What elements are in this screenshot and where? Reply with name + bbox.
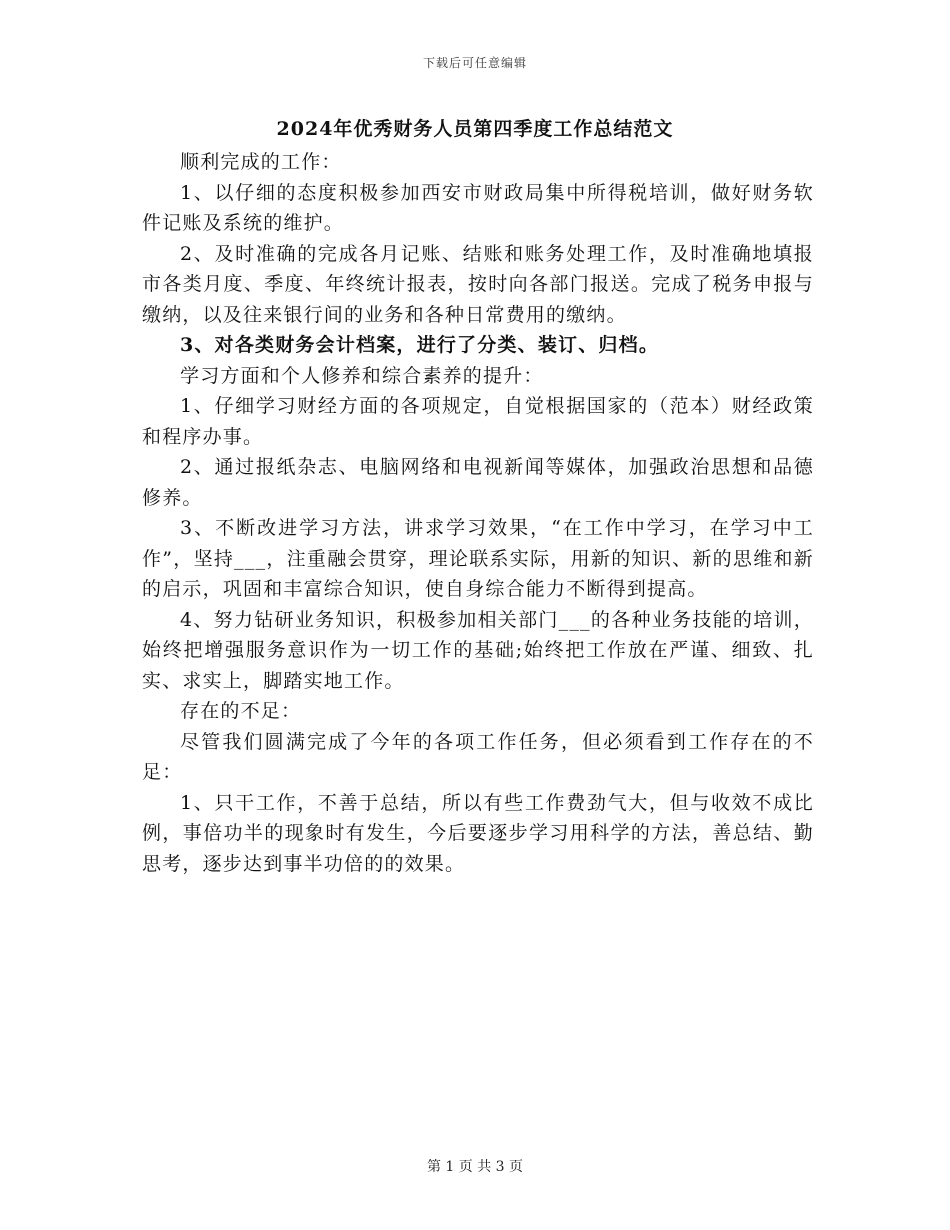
- paragraph-item: 1、只干工作，不善于总结，所以有些工作费劲气大，但与收效不成比例，事倍功半的现象时有发生，今后要逐步学习用科学的方法，善总结、勤思考，逐步达到事半功倍的的效果。: [142, 791, 814, 875]
- paragraph-item: 4、努力钻研业务知识，积极参加相关部门___的各种业务技能的培训，始终把增强服务意识作为一切工作的基础;始终把工作放在严谨、细致、扎实、求实上，脚踏实地工作。: [142, 608, 814, 692]
- section-heading-learning: 学习方面和个人修养和综合素养的提升：: [180, 364, 544, 387]
- paragraph-item: 1、以仔细的态度积极参加西安市财政局集中所得税培训，做好财务软件记账及系统的维护。: [142, 181, 814, 234]
- paragraph-item: 1、仔细学习财经方面的各项规定，自觉根据国家的（范本）财经政策和程序办事。: [142, 395, 814, 448]
- document-body: [142, 147, 814, 879]
- paragraph-item: 尽管我们圆满完成了今年的各项工作任务，但必须看到工作存在的不足：: [142, 730, 814, 783]
- paragraph-item: 2、及时准确的完成各月记账、结账和账务处理工作，及时准确地填报市各类月度、季度、年终统计报表，按时向各部门报送。完成了税务申报与缴纳，以及往来银行间的业务和各种日常费用的缴纳。: [142, 242, 814, 326]
- page-number: 第 1 页 共 3 页: [426, 1159, 524, 1175]
- section-heading-completed-work: 顺利完成的工作：: [180, 151, 342, 173]
- section-heading-shortcomings: 存在的不足：: [180, 700, 302, 722]
- document-title: 2024年优秀财务人员第四季度工作总结范文: [276, 118, 674, 140]
- paragraph-item: 3、不断改进学习方法，讲求学习效果，“在工作中学习，在学习中工作”，坚持___，注重融会贯穿，理论联系实际，用新的知识、新的思维和新的启示，巩固和丰富综合知识，使自身综合能力不断得到提高。: [142, 517, 814, 600]
- paragraph-item: 2、通过报纸杂志、电脑网络和电视新闻等媒体，加强政治思想和品德修养。: [142, 456, 814, 509]
- paragraph-item-bold: 3、对各类财务会计档案，进行了分类、装订、归档。: [180, 334, 660, 356]
- page-header-note: 下载后可任意编辑: [422, 56, 527, 70]
